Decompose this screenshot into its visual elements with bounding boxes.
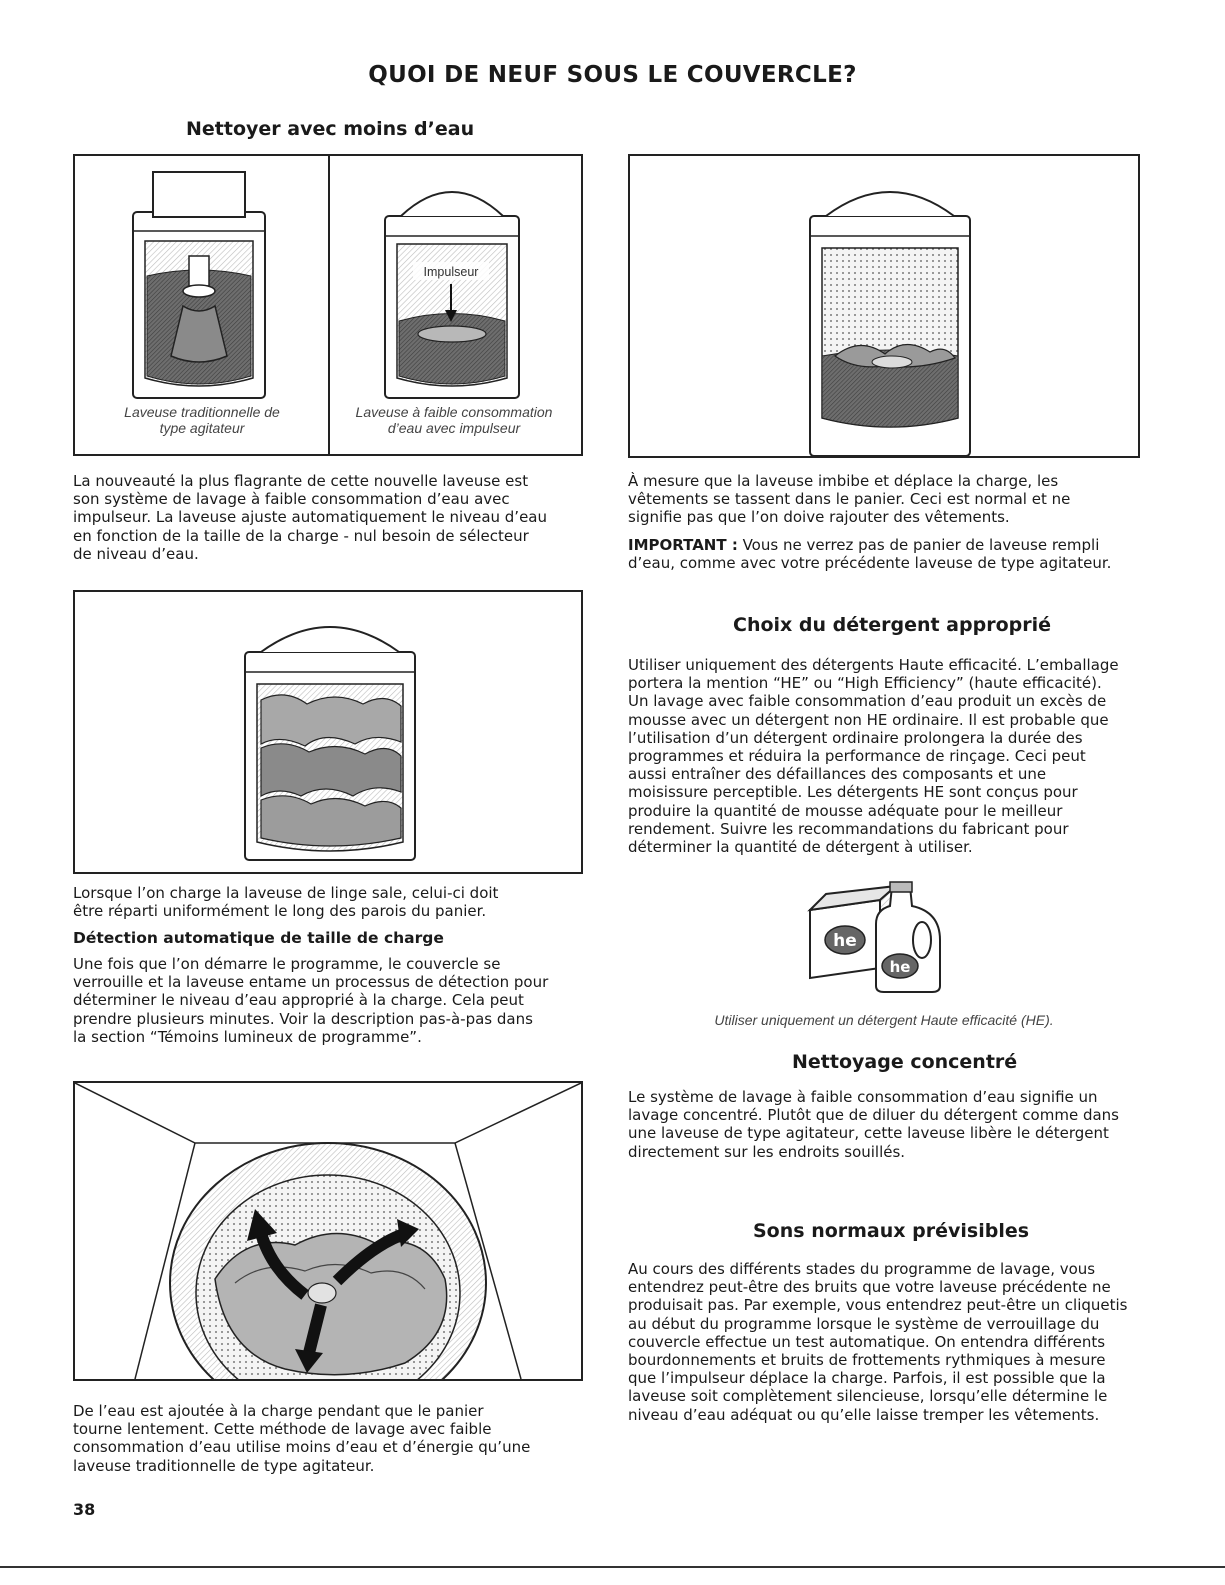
text-line: aussi entraîner des défaillances des composants et une xyxy=(628,765,1047,784)
section-title-normal-sounds: Sons normaux prévisibles xyxy=(753,1220,1030,1242)
text-line: programmes et réduira la performance de rinçage. Ceci peut xyxy=(628,747,1086,766)
text-line: laveuse traditionnelle de type agitateur. xyxy=(73,1456,375,1475)
impeller-washer-icon xyxy=(385,192,519,398)
text-line: portera la mention “HE” ou “High Efficiency” (haute efficacité). xyxy=(628,674,1102,693)
text-line: rendement. Suivre les recommandations du fabricant pour xyxy=(628,819,1069,838)
text-line: l’utilisation d’un détergent ordinaire prolongera la durée des xyxy=(628,728,1083,747)
text-line: Le système de lavage à faible consommation d’eau signifie un xyxy=(628,1088,1098,1106)
para-distribute-load xyxy=(73,884,593,920)
text-line: consommation d’eau utilise moins d’eau et d’énergie qu’une xyxy=(73,1438,531,1457)
soaked-load-illustration xyxy=(630,156,1138,456)
text-line: son système de lavage à faible consommation d’eau avec xyxy=(73,490,510,509)
para-important xyxy=(628,536,1168,572)
text-line: impulseur. La laveuse ajuste automatiquement le niveau d’eau xyxy=(73,508,548,527)
important-label: IMPORTANT : xyxy=(628,536,738,554)
text-line: signifie pas que l’on doive rajouter des vêtements. xyxy=(628,508,1010,527)
section-title-detergent: Choix du détergent approprié xyxy=(733,614,1051,636)
para-load-settles xyxy=(628,472,1168,527)
text-line: produisait pas. Par exemple, vous entendrez peut-être un cliquetis xyxy=(628,1296,1128,1315)
text-line: couvercle effectue un test automatique. On entendra différents xyxy=(628,1332,1106,1351)
he-logo-bottle: he xyxy=(889,958,911,976)
top-view-illustration xyxy=(75,1083,581,1379)
caption-detergent: Utiliser uniquement un détergent Haute efficacité (HE). xyxy=(714,1012,1054,1028)
text-line: la section “Témoins lumineux de programme”. xyxy=(73,1027,422,1046)
text-line: Un lavage avec faible consommation d’eau produit un excès de xyxy=(628,692,1107,711)
caption-impeller xyxy=(337,404,571,436)
bottom-rule xyxy=(0,1566,1225,1568)
text-line: Lorsque l’on charge la laveuse de linge sale, celui-ci doit xyxy=(73,884,499,902)
text-line: Utiliser uniquement des détergents Haute efficacité. L’emballage xyxy=(628,656,1119,674)
he-logo-box: he xyxy=(833,931,857,951)
text-line: que l’impulseur déplace la charge. Parfois, il est possible que la xyxy=(628,1369,1106,1388)
text-line: De l’eau est ajoutée à la charge pendant que le panier xyxy=(73,1402,484,1420)
text-line: produire la quantité de mousse adéquate pour le meilleur xyxy=(628,801,1063,820)
para-normal-sounds xyxy=(628,1260,1168,1424)
text-line: de niveau d’eau. xyxy=(73,544,199,563)
text-line: en fonction de la taille de la charge - nul besoin de sélecteur xyxy=(73,526,529,545)
para-load-detection xyxy=(73,955,593,1046)
text-line: directement sur les endroits souillés. xyxy=(628,1142,906,1161)
text-line: tourne lentement. Cette méthode de lavage avec faible xyxy=(73,1420,492,1439)
text-line: vêtements se tassent dans le panier. Ceci est normal et ne xyxy=(628,490,1071,509)
text-line: lavage concentré. Plutôt que de diluer du détergent comme dans xyxy=(628,1106,1119,1125)
loaded-laundry-illustration xyxy=(75,592,581,872)
section-title-concentrated: Nettoyage concentré xyxy=(792,1051,1018,1073)
figure-soaked-load xyxy=(628,154,1140,458)
text-line: laveuse soit complètement silencieuse, lorsqu’elle détermine le xyxy=(628,1387,1108,1406)
figure-washers-comparison xyxy=(73,154,583,456)
para-impeller-intro xyxy=(73,472,593,563)
text-line: au début du programme lorsque le système de verrouillage du xyxy=(628,1314,1100,1333)
text-line: À mesure que la laveuse imbibe et déplace la charge, les xyxy=(628,472,1059,490)
text-line: mousse avec un détergent non HE ordinaire. Il est probable que xyxy=(628,710,1109,729)
text-line: bourdonnements et bruits de frottements rythmiques à mesure xyxy=(628,1351,1106,1370)
text-line: niveau d’eau adéquat ou qu’elle laisse tremper les vêtements. xyxy=(628,1405,1100,1424)
text-line: moisissure perceptible. Les détergents HE sont conçus pour xyxy=(628,783,1078,802)
text-line: La nouveauté la plus flagrante de cette nouvelle laveuse est xyxy=(73,472,529,490)
figure-top-view-basket xyxy=(73,1081,583,1381)
text-line: Une fois que l’on démarre le programme, le couvercle se xyxy=(73,955,501,973)
text-line: prendre plusieurs minutes. Voir la description pas-à-pas dans xyxy=(73,1009,533,1028)
subtitle-load-detection: Détection automatique de taille de charge xyxy=(73,929,444,947)
caption-agitator xyxy=(89,404,315,436)
detergent-illustration xyxy=(800,880,960,1000)
caption-impeller-line2: d’eau avec impulseur xyxy=(387,420,521,436)
text-line: déterminer le niveau d’eau approprié à la charge. Cela peut xyxy=(73,991,524,1010)
para-detergent xyxy=(628,656,1168,856)
caption-agitator-line2: type agitateur xyxy=(159,420,245,436)
caption-impeller-line1: Laveuse à faible consommation xyxy=(355,404,553,420)
page-number: 38 xyxy=(73,1500,96,1519)
text-line: une laveuse de type agitateur, cette laveuse libère le détergent xyxy=(628,1124,1109,1143)
text-line: être réparti uniformément le long des parois du panier. xyxy=(73,902,487,921)
para-concentrated xyxy=(628,1088,1168,1161)
text-line: d’eau, comme avec votre précédente laveuse de type agitateur. xyxy=(628,554,1112,573)
para-water-added xyxy=(73,1402,593,1475)
figure-loaded-laundry xyxy=(73,590,583,874)
page-title: QUOI DE NEUF SOUS LE COUVERCLE? xyxy=(368,62,857,88)
agitator-washer-icon xyxy=(133,172,265,398)
caption-agitator-line1: Laveuse traditionnelle de xyxy=(124,404,280,420)
impulseur-label: Impulseur xyxy=(423,265,479,279)
text-line: entendrez peut-être des bruits que votre laveuse précédente ne xyxy=(628,1278,1111,1297)
text-line: verrouille et la laveuse entame un processus de détection pour xyxy=(73,973,549,992)
text-line: déterminer la quantité de détergent à utiliser. xyxy=(628,838,973,857)
section-title-less-water: Nettoyer avec moins d’eau xyxy=(186,118,475,140)
text-line: Au cours des différents stades du programme de lavage, vous xyxy=(628,1260,1096,1278)
text-line: Vous ne verrez pas de panier de laveuse rempli xyxy=(737,536,1100,554)
